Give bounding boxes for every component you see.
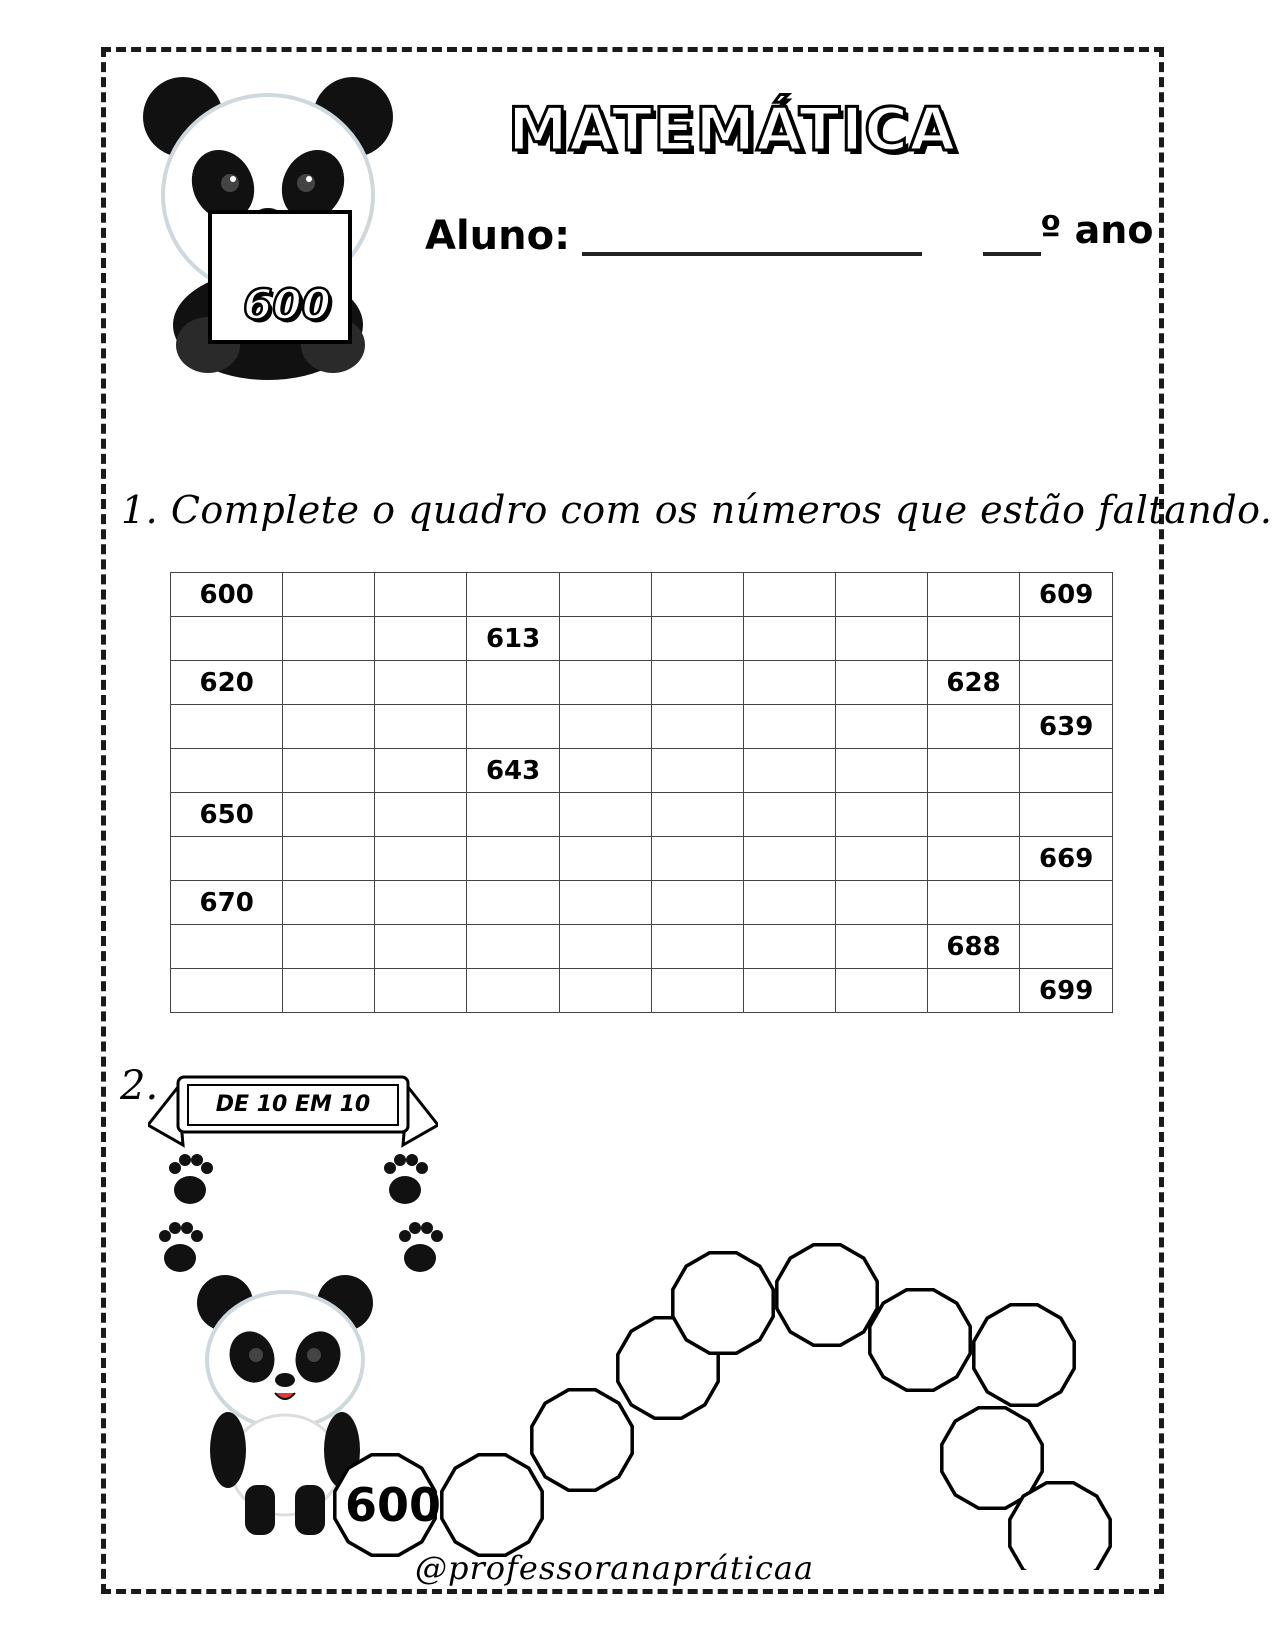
- grid-cell[interactable]: [743, 881, 835, 925]
- paw-icon: [169, 1154, 213, 1204]
- grid-cell[interactable]: [743, 837, 835, 881]
- grid-cell[interactable]: [559, 881, 651, 925]
- empty-step[interactable]: [673, 1253, 773, 1353]
- grid-cell[interactable]: [927, 793, 1020, 837]
- grid-cell[interactable]: [651, 793, 743, 837]
- grid-cell[interactable]: [283, 705, 375, 749]
- grid-row: [171, 749, 1113, 793]
- grid-cell[interactable]: [375, 573, 467, 617]
- grid-cell[interactable]: [283, 749, 375, 793]
- grid-cell[interactable]: [651, 661, 743, 705]
- grid-cell[interactable]: [835, 925, 927, 969]
- grid-cell[interactable]: [927, 573, 1020, 617]
- empty-step[interactable]: [532, 1390, 632, 1490]
- grid-cell[interactable]: [927, 969, 1020, 1013]
- grid-cell[interactable]: [171, 705, 283, 749]
- watermark-handle: @professoranapráticaa: [415, 1549, 815, 1587]
- grid-cell[interactable]: [927, 705, 1020, 749]
- grid-cell[interactable]: [559, 705, 651, 749]
- grid-cell[interactable]: [171, 617, 283, 661]
- grid-cell[interactable]: [835, 793, 927, 837]
- grid-cell[interactable]: [743, 661, 835, 705]
- grid-cell: 670: [171, 881, 283, 925]
- grid-cell[interactable]: [283, 881, 375, 925]
- grid-cell[interactable]: [835, 749, 927, 793]
- grid-cell[interactable]: [651, 749, 743, 793]
- grid-cell[interactable]: [927, 749, 1020, 793]
- grid-cell[interactable]: [171, 925, 283, 969]
- grid-cell[interactable]: [743, 749, 835, 793]
- grid-cell: 639: [1020, 705, 1113, 749]
- grid-cell[interactable]: [559, 837, 651, 881]
- grid-cell[interactable]: [743, 573, 835, 617]
- grid-cell[interactable]: [927, 837, 1020, 881]
- grid-cell: 628: [927, 661, 1020, 705]
- panda-illustration-top: [138, 55, 408, 390]
- grid-cell[interactable]: [651, 969, 743, 1013]
- panda-badge-number: 600: [243, 280, 331, 329]
- grid-cell[interactable]: [467, 837, 560, 881]
- grid-cell[interactable]: [1020, 617, 1113, 661]
- grid-cell[interactable]: [283, 925, 375, 969]
- grid-cell[interactable]: [559, 749, 651, 793]
- grid-cell: 688: [927, 925, 1020, 969]
- grid-cell[interactable]: [835, 617, 927, 661]
- number-grid: [170, 572, 1113, 1013]
- grid-cell[interactable]: [283, 793, 375, 837]
- grid-cell[interactable]: [467, 705, 560, 749]
- grid-cell[interactable]: [743, 617, 835, 661]
- grid-cell[interactable]: [375, 969, 467, 1013]
- grid-cell[interactable]: [375, 661, 467, 705]
- grid-cell[interactable]: [1020, 749, 1113, 793]
- grid-cell[interactable]: [467, 969, 560, 1013]
- grid-cell[interactable]: [559, 969, 651, 1013]
- grid-cell: 699: [1020, 969, 1113, 1013]
- grid-cell[interactable]: [559, 793, 651, 837]
- grid-cell[interactable]: [171, 749, 283, 793]
- grid-row: [171, 837, 1113, 881]
- grid-cell[interactable]: [375, 881, 467, 925]
- grid-cell: 650: [171, 793, 283, 837]
- grid-cell[interactable]: [743, 969, 835, 1013]
- student-name-line[interactable]: [582, 252, 922, 256]
- student-name-label: Aluno:: [425, 213, 571, 259]
- grid-cell[interactable]: [375, 617, 467, 661]
- grid-row: [171, 925, 1113, 969]
- grid-cell[interactable]: [743, 705, 835, 749]
- grid-row: [171, 881, 1113, 925]
- grid-cell[interactable]: [171, 969, 283, 1013]
- grid-cell[interactable]: [651, 881, 743, 925]
- grid-cell[interactable]: [927, 881, 1020, 925]
- grid-row: [171, 573, 1113, 617]
- grid-row: [171, 793, 1113, 837]
- grid-cell[interactable]: [559, 661, 651, 705]
- grid-cell[interactable]: [283, 617, 375, 661]
- grid-cell[interactable]: [467, 925, 560, 969]
- grid-cell[interactable]: [559, 573, 651, 617]
- grid-cell[interactable]: [835, 881, 927, 925]
- grid-cell[interactable]: [835, 969, 927, 1013]
- grid-cell[interactable]: [1020, 661, 1113, 705]
- page-title: MATEMÁTICA: [508, 95, 957, 165]
- start-value: 600: [344, 1478, 442, 1532]
- grid-cell[interactable]: [283, 573, 375, 617]
- grid-cell[interactable]: [467, 661, 560, 705]
- grid-cell[interactable]: [651, 925, 743, 969]
- grid-cell[interactable]: [283, 661, 375, 705]
- grade-line[interactable]: [983, 252, 1041, 256]
- grid-cell[interactable]: [375, 749, 467, 793]
- grid-cell[interactable]: [743, 925, 835, 969]
- grid-cell: 609: [1020, 573, 1113, 617]
- grid-row: [171, 617, 1113, 661]
- empty-step[interactable]: [974, 1305, 1074, 1405]
- grid-row: [171, 661, 1113, 705]
- grade-label: º ano: [1040, 208, 1154, 252]
- grid-cell[interactable]: [559, 617, 651, 661]
- banner-text: DE 10 EM 10: [215, 1092, 371, 1117]
- grid-cell[interactable]: [927, 617, 1020, 661]
- grid-cell[interactable]: [835, 573, 927, 617]
- grid-cell[interactable]: [375, 925, 467, 969]
- grid-cell[interactable]: [467, 793, 560, 837]
- grid-cell[interactable]: [375, 793, 467, 837]
- grid-cell[interactable]: [283, 837, 375, 881]
- grid-cell[interactable]: [651, 573, 743, 617]
- grid-cell[interactable]: [375, 705, 467, 749]
- exercise2-number: 2.: [120, 1063, 159, 1109]
- grid-cell[interactable]: [1020, 881, 1113, 925]
- grid-cell: 669: [1020, 837, 1113, 881]
- paw-icon: [159, 1222, 203, 1272]
- grid-cell[interactable]: [835, 661, 927, 705]
- counting-path: [330, 1175, 1160, 1570]
- grid-cell[interactable]: [1020, 925, 1113, 969]
- grid-row: [171, 705, 1113, 749]
- grid-cell[interactable]: [651, 617, 743, 661]
- grid-cell[interactable]: [559, 925, 651, 969]
- grid-cell[interactable]: [1020, 793, 1113, 837]
- grid-cell: 620: [171, 661, 283, 705]
- grid-cell[interactable]: [835, 837, 927, 881]
- empty-step[interactable]: [870, 1290, 970, 1390]
- exercise1-prompt: 1. Complete o quadro com os números que estão faltando.: [121, 488, 1273, 532]
- empty-step[interactable]: [1010, 1483, 1110, 1570]
- grid-cell[interactable]: [835, 705, 927, 749]
- empty-step[interactable]: [777, 1245, 877, 1345]
- grid-cell[interactable]: [283, 969, 375, 1013]
- grid-cell[interactable]: [651, 837, 743, 881]
- grid-cell: 613: [467, 617, 560, 661]
- grid-cell[interactable]: [171, 837, 283, 881]
- grid-cell[interactable]: [743, 793, 835, 837]
- grid-cell[interactable]: [375, 837, 467, 881]
- grid-cell[interactable]: [467, 573, 560, 617]
- empty-step[interactable]: [442, 1455, 542, 1555]
- grid-cell: 643: [467, 749, 560, 793]
- grid-cell: 600: [171, 573, 283, 617]
- grid-cell[interactable]: [467, 881, 560, 925]
- grid-row: [171, 969, 1113, 1013]
- grid-cell[interactable]: [651, 705, 743, 749]
